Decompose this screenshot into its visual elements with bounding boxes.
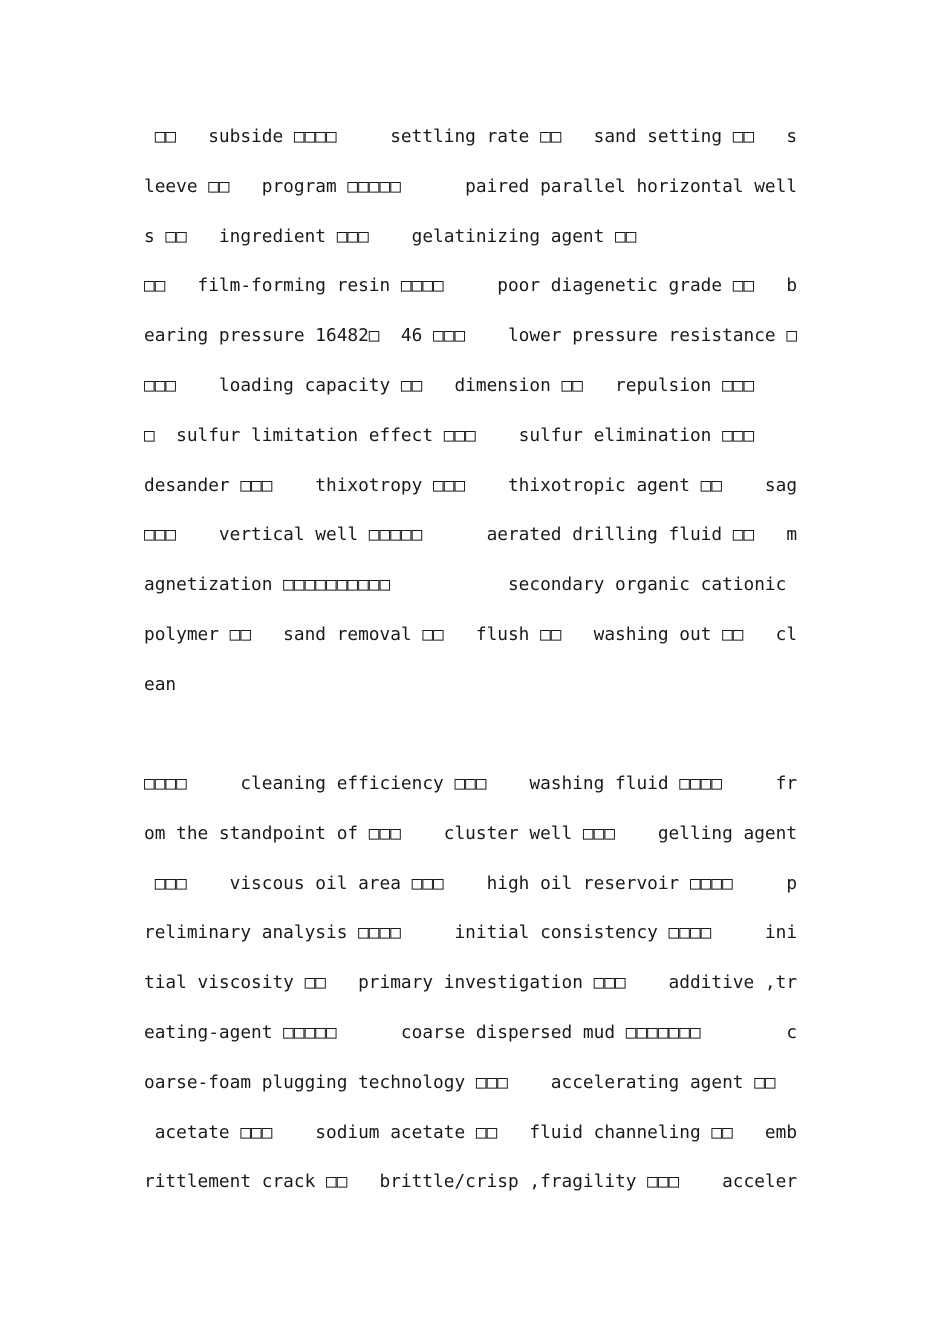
text-line: □□□ vertical well □□□□□ aerated drilling fluid □□ m [144, 524, 798, 546]
text-line: rittlement crack □□ brittle/crisp ,fragility □□□ acceler [144, 1171, 798, 1193]
text-line: om the standpoint of □□□ cluster well □□□ gelling agent [144, 822, 798, 844]
text-line: leeve □□ program □□□□□ paired parallel horizontal well [144, 175, 798, 197]
text-line: oarse-foam plugging technology □□□ accelerating agent □□ [144, 1071, 776, 1093]
text-line: □ sulfur limitation effect □□□ sulfur elimination □□□ [144, 424, 755, 446]
text-line: □□□ viscous oil area □□□ high oil reservoir □□□□ p [144, 872, 798, 894]
text-line: agnetization □□□□□□□□□□ secondary organic cationic [144, 574, 787, 596]
text-line: □□ subside □□□□ settling rate □□ sand setting □□ s [144, 126, 798, 147]
text-line: tial viscosity □□ primary investigation □□□ additive ,tr [144, 972, 798, 994]
text-line: eating-agent □□□□□ coarse dispersed mud □□□□□□□ c [144, 1021, 798, 1043]
paragraph-2 [144, 759, 802, 1207]
text-line: □□□ loading capacity □□ dimension □□ repulsion □□□ [144, 374, 755, 396]
paragraph-1 [144, 112, 802, 710]
text-line: □□□□ cleaning efficiency □□□ washing fluid □□□□ fr [144, 773, 798, 794]
text-line: earing pressure 16482□ 46 □□□ lower pressure resistance □ [144, 325, 798, 347]
text-line: acetate □□□ sodium acetate □□ fluid channeling □□ emb [144, 1121, 798, 1143]
text-line: polymer □□ sand removal □□ flush □□ washing out □□ cl [144, 623, 798, 645]
text-line: reliminary analysis □□□□ initial consistency □□□□ ini [144, 922, 798, 944]
text-line: □□ film-forming resin □□□□ poor diagenetic grade □□ b [144, 275, 798, 297]
text-line: desander □□□ thixotropy □□□ thixotropic agent □□ sag [144, 474, 798, 496]
text-line: ean [144, 673, 177, 695]
text-line: s □□ ingredient □□□ gelatinizing agent □□ [144, 225, 637, 247]
